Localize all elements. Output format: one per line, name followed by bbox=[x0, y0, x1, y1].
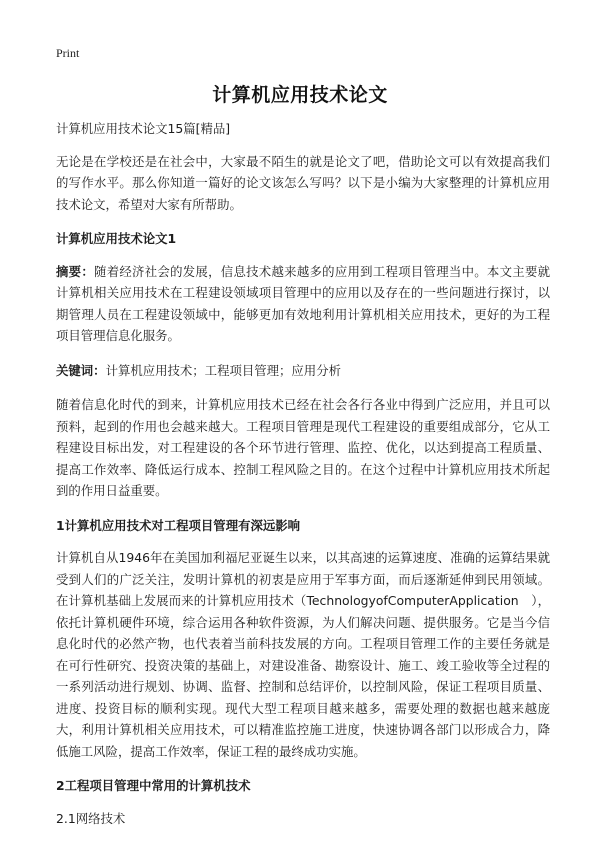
heading-1: 1计算机应用技术对工程项目管理有深远影响 bbox=[56, 517, 301, 533]
document-body bbox=[56, 118, 550, 842]
keywords-label: 关键词： bbox=[56, 362, 106, 378]
subtitle-line: 计算机应用技术论文15篇[精品] bbox=[56, 121, 231, 136]
paragraph-1: 计算机自从1946年在美国加利福尼亚诞生以来，以其高速的运算速度、准确的运算结果就受到人们的广泛关注，发明计算机的初衷是应用于军事方面，而后逐渐延伸到民用领域。在计算机基础上发展而来的计算机应用技术（TechnologyofComputerApplication ），依托计算机硬件环境，综合运用各种软件资源，为人们解决问题、提供服务。它是当今信息化时代的必然产物，也代表着当前科技发展的方向。工程项目管理工作的主要任务就是在可行性研究、投资决策的基础上，对建设准备、勘察设计、施工、竣工验收等全过程的一系列活动进行规划、协调、监督、控制和总结评价，以控制风险，保证工程项目质量、进度、投资目标的顺利实现。现代大型工程项目越来越多，需要处理的数据也越来越庞大，利用计算机相关应用技术，可以精准监控施工进度，快速协调各部门以形成合力，降低施工风险，提高工作效率，保证工程的最终成功实施。 bbox=[56, 550, 550, 759]
intro-paragraph: 无论是在学校还是在社会中，大家最不陌生的就是论文了吧，借助论文可以有效提高我们的写作水平。那么你知道一篇好的论文该怎么写吗？以下是小编为大家整理的计算机应用技术论文，希望对大家有所帮助。 bbox=[56, 153, 550, 212]
abstract-paragraph bbox=[56, 261, 550, 347]
abstract-text: 随着经济社会的发展，信息技术越来越多的应用到工程项目管理当中。本文主要就计算机相关应用技术在工程建设领域项目管理中的应用以及存在的一些问题进行探讨，以期管理人员在工程建设领域中，能够更加有效地利用计算机相关应用技术，更好的为工程项目管理信息化服务。 bbox=[56, 263, 551, 343]
intro2-paragraph: 随着信息化时代的到来，计算机应用技术已经在社会各行各业中得到广泛应用，并且可以预料，起到的作用也会越来越大。工程项目管理是现代工程建设的重要组成部分，它从工程建设目标出发，对工程建设的各个环节进行管理、监控、优化，以达到提高工程质量、提高工作效率、降低运行成本、控制工程风险之目的。在这个过程中计算机应用技术所起到的作用日益重要。 bbox=[56, 397, 550, 498]
keywords-text: 计算机应用技术；工程项目管理；应用分析 bbox=[105, 362, 341, 378]
abstract-label: 摘要： bbox=[56, 263, 95, 279]
keywords-paragraph bbox=[56, 360, 550, 382]
document-title: 计算机应用技术论文 bbox=[212, 84, 388, 106]
heading-2: 2工程项目管理中常用的计算机技术 bbox=[56, 778, 251, 793]
section-heading-1: 计算机应用技术论文1 bbox=[56, 231, 177, 246]
print-label: Print bbox=[56, 46, 80, 60]
heading-2-1: 2.1网络技术 bbox=[56, 810, 126, 826]
